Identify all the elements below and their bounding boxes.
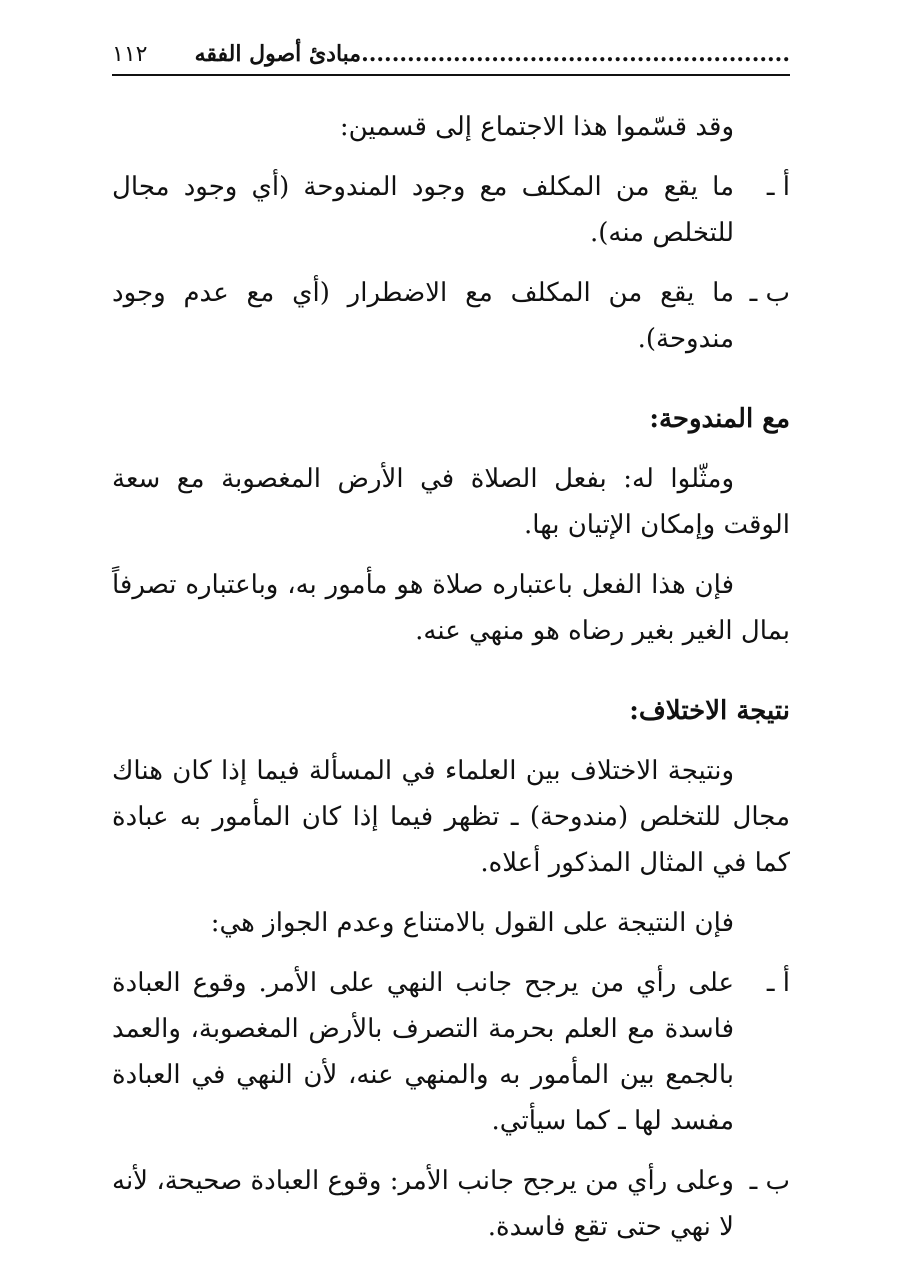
list-text: ما يقع من المكلف مع الاضطرار (أي مع عدم وجود مندوحة). [112, 278, 734, 354]
running-title: ........................................................مبادئ أصول الفقه [194, 41, 790, 67]
list-marker: ب ـ [749, 278, 790, 308]
list-marker: أ ـ [766, 172, 790, 202]
list-item [112, 1158, 790, 1250]
list-item [112, 270, 790, 362]
section-heading: مع المندوحة: [649, 404, 790, 434]
page-body [112, 104, 790, 1264]
paragraph: ونتيجة الاختلاف بين العلماء في المسألة فيما إذا كان هناك مجال للتخلص (مندوحة) ـ تظهر فيما إذا كان المأمور به عبادة كما في المثال المذكور أعلاه. [112, 756, 790, 878]
list-text: ما يقع من المكلف مع وجود المندوحة (أي وجود مجال للتخلص منه). [112, 172, 734, 248]
list-item [112, 164, 790, 256]
section-heading: نتيجة الاختلاف: [629, 696, 790, 726]
list-text: وعلى رأي من يرجح جانب الأمر: وقوع العبادة صحيحة، لأنه لا نهي حتى تقع فاسدة. [112, 1166, 734, 1242]
list-text: على رأي من يرجح جانب النهي على الأمر. وقوع العبادة فاسدة مع العلم بحرمة التصرف بالأرض المغصوبة، والعمد بالجمع بين المأمور به والمنهي عنه، لأن النهي في العبادة مفسد لها ـ كما سيأتي. [112, 968, 734, 1136]
page-number: ١١٢ [112, 41, 148, 67]
page-header [112, 34, 790, 76]
list-marker: أ ـ [766, 968, 790, 998]
paragraph: فإن هذا الفعل باعتباره صلاة هو مأمور به، وباعتباره تصرفاً بمال الغير بغير رضاه هو منهي عنه. [112, 570, 790, 646]
lead-paragraph: فإن النتيجة على القول بالامتناع وعدم الجواز هي: [210, 908, 734, 938]
paragraph: ومثّلوا له: بفعل الصلاة في الأرض المغصوبة مع سعة الوقت وإمكان الإتيان بها. [112, 464, 790, 540]
list-marker: ب ـ [749, 1166, 790, 1196]
intro-paragraph: وقد قسّموا هذا الاجتماع إلى قسمين: [339, 112, 734, 142]
list-item [112, 960, 790, 1144]
